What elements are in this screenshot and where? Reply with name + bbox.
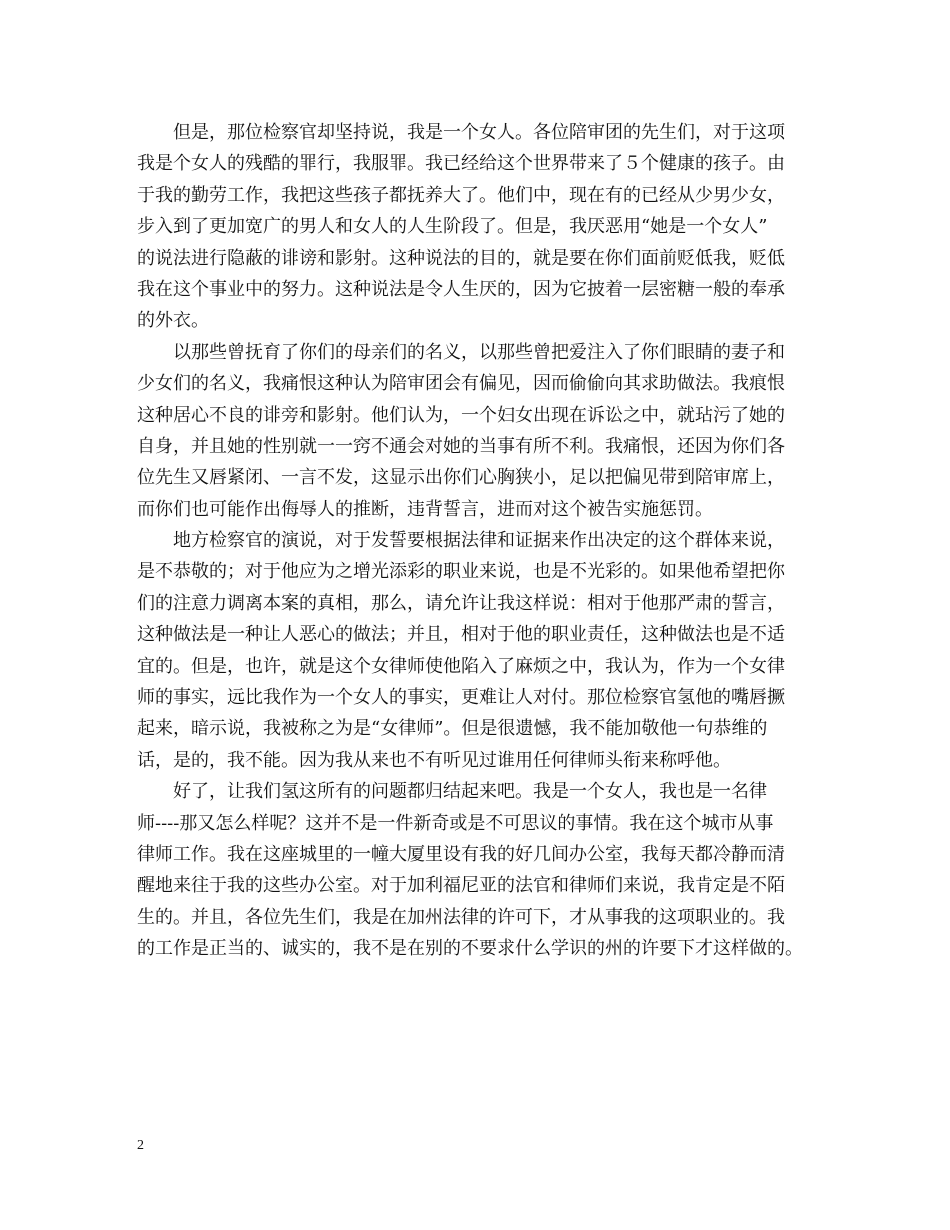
text-line: 师----那又怎么样呢？这并不是一件新奇或是不可思议的事情。我在这个城市从事 bbox=[137, 812, 774, 834]
text-line: 律师工作。我在这座城里的一幢大厦里设有我的好几间办公室，我每天都冷静而清 bbox=[137, 843, 785, 865]
text-line: 自身，并且她的性别就一一窍不通会对她的当事有所不利。我痛恨，还因为你们各 bbox=[137, 435, 785, 457]
text-line: 的说法进行隐蔽的诽谤和影射。这种说法的目的，就是要在你们面前贬低我，贬低 bbox=[137, 247, 785, 269]
text-line: 少女们的名义，我痛恨这种认为陪审团会有偏见，因而偷偷向其求助做法。我痕恨 bbox=[137, 373, 785, 395]
text-line: 的外衣。 bbox=[137, 310, 209, 332]
text-line: 好了，让我们氢这所有的问题都归结起来吧。我是一个女人，我也是一名律 bbox=[173, 781, 767, 803]
page-number: 2 bbox=[137, 1138, 144, 1153]
text-line: 话，是的，我不能。因为我从来也不有听见过谁用任何律师头衔来称呼他。 bbox=[137, 749, 731, 771]
text-line: 宜的。但是，也许，就是这个女律师使他陷入了麻烦之中，我认为，作为一个女律 bbox=[137, 655, 785, 677]
paragraph-1 bbox=[137, 117, 823, 337]
text-line: 而你们也可能作出侮辱人的推断，违背誓言，进而对这个被告实施惩罚。 bbox=[137, 498, 713, 520]
text-line: 这种居心不良的诽旁和影射。他们认为，一个妇女出现在诉讼之中，就玷污了她的 bbox=[137, 404, 785, 426]
text-line: 起来，暗示说，我被称之为是“女律师”。但是很遗憾，我不能加敬他一句恭维的 bbox=[137, 718, 768, 740]
text-line: 们的注意力调离本案的真相，那么，请允许让我这样说：相对于他那严肃的誓言， bbox=[137, 592, 785, 614]
text-line: 地方检察官的演说，对于发誓要根据法律和证据来作出决定的这个群体来说， bbox=[173, 530, 785, 552]
text-line: 步入到了更加宽广的男人和女人的人生阶段了。但是，我厌恶用“她是一个女人” bbox=[137, 216, 768, 238]
text-line: 师的事实，远比我作为一个女人的事实，更难让人对付。那位检察官氢他的嘴唇撅 bbox=[137, 687, 785, 709]
text-line: 我在这个事业中的努力。这种说法是令人生厌的，因为它披着一层密糖一般的奉承 bbox=[137, 278, 785, 300]
paragraph-4 bbox=[137, 776, 823, 964]
text-line: 的工作是正当的、诚实的，我不是在别的不要求什么学识的州的许要下才这样做的。 bbox=[137, 938, 803, 960]
text-line: 于我的勤劳工作，我把这些孩子都抚养大了。他们中，现在有的已经从少男少女， bbox=[137, 184, 785, 206]
text-line: 以那些曾抚育了你们的母亲们的名义，以那些曾把爱注入了你们眼睛的妻子和 bbox=[173, 341, 785, 363]
text-line: 位先生又唇紧闭、一言不发，这显示出你们心胸狭小，足以把偏见带到陪审席上， bbox=[137, 467, 785, 489]
document-body bbox=[137, 117, 823, 965]
text-line: 但是，那位检察官却坚持说，我是一个女人。各位陪审团的先生们，对于这项 bbox=[173, 122, 785, 143]
paragraph-3 bbox=[137, 525, 823, 776]
text-line: 我是个女人的残酷的罪行，我服罪。我已经给这个世界带来了５个健康的孩子。由 bbox=[137, 153, 785, 175]
text-line: 生的。并且，各位先生们，我是在加州法律的许可下，才从事我的这项职业的。我 bbox=[137, 906, 785, 928]
text-line: 醒地来往于我的这些办公室。对于加利福尼亚的法官和律师们来说，我肯定是不陌 bbox=[137, 875, 785, 897]
text-line: 这种做法是一种让人恶心的做法；并且，相对于他的职业责任，这种做法也是不适 bbox=[137, 624, 785, 646]
paragraph-2 bbox=[137, 337, 823, 525]
text-line: 是不恭敬的；对于他应为之增光添彩的职业来说，也是不光彩的。如果他希望把你 bbox=[137, 561, 785, 583]
